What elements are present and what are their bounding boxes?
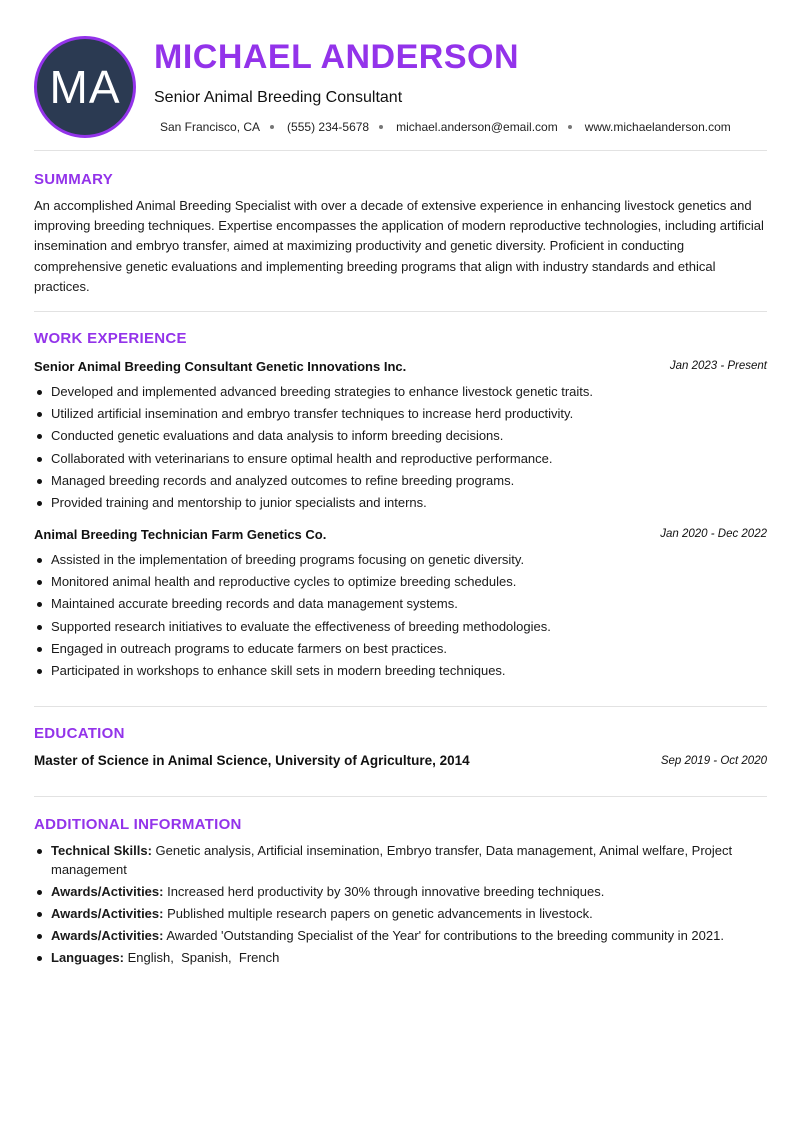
list-item: Collaborated with veterinarians to ensure optimal health and reproductive performance.	[34, 451, 767, 473]
item-text: Genetic analysis, Artificial insemination, Embryo transfer, Data management, Animal welfare, Project management	[51, 843, 733, 877]
job-header	[34, 359, 767, 377]
job-dates: Jan 2020 - Dec 2022	[660, 528, 767, 540]
contact-phone[interactable]: (555) 234-5678	[287, 120, 370, 134]
list-item: Managed breeding records and analyzed outcomes to refine breeding programs.	[34, 473, 767, 495]
list-item: Provided training and mentorship to junior specialists and interns.	[34, 495, 767, 517]
candidate-name: MICHAEL ANDERSON	[154, 38, 520, 76]
list-item: Utilized artificial insemination and embryo transfer techniques to increase herd productivity.	[34, 406, 767, 428]
item-text: Published multiple research papers on genetic advancements in livestock.	[167, 905, 593, 921]
contact-email[interactable]: michael.anderson@email.com	[396, 120, 558, 134]
job-bullets	[34, 552, 767, 685]
candidate-role: Senior Animal Breeding Consultant	[154, 89, 403, 106]
separator-dot	[379, 125, 383, 129]
job-title: Animal Breeding Technician Farm Genetics Co.	[34, 527, 327, 542]
contact-website[interactable]: www.michaelanderson.com	[584, 120, 731, 134]
divider	[34, 706, 767, 707]
item-label: Awards/Activities:	[51, 883, 164, 899]
list-item	[34, 949, 767, 968]
job-bullets	[34, 384, 767, 517]
item-label: Awards/Activities:	[51, 927, 164, 943]
divider	[34, 150, 767, 151]
experience-heading: WORK EXPERIENCE	[34, 330, 187, 347]
list-item	[34, 905, 767, 924]
avatar	[34, 36, 136, 138]
list-item: Assisted in the implementation of breeding programs focusing on genetic diversity.	[34, 552, 767, 574]
list-item: Monitored animal health and reproductive cycles to optimize breeding schedules.	[34, 574, 767, 596]
education-entry	[34, 753, 767, 771]
separator-dot	[568, 125, 572, 129]
degree-title: Master of Science in Animal Science, University of Agriculture, 2014	[34, 753, 470, 768]
avatar-initials: MA	[49, 61, 121, 113]
education-heading: EDUCATION	[34, 725, 125, 742]
summary-text: An accomplished Animal Breeding Specialist with over a decade of extensive experience in enhancing livestock genetics and improving breeding techniques. Expertise encompasses the application of modern reproductive technologies, including artificial insemination and embryo transfer, aimed at maximizing productivity and genetic diversity. Proficient in conducting comprehensive genetic evaluations and implementing breeding programs that align with industry standards and ethical practices.	[34, 198, 764, 294]
list-item	[34, 927, 767, 946]
job-title: Senior Animal Breeding Consultant Genetic Innovations Inc.	[34, 359, 407, 374]
contact-bar	[160, 120, 731, 134]
additional-list	[34, 842, 767, 971]
job-header	[34, 527, 767, 545]
item-text: English, Spanish, French	[127, 949, 280, 965]
separator-dot	[270, 125, 274, 129]
contact-location: San Francisco, CA	[160, 120, 261, 134]
divider	[34, 796, 767, 797]
list-item: Participated in workshops to enhance skill sets in modern breeding techniques.	[34, 663, 767, 685]
item-label: Awards/Activities:	[51, 905, 164, 921]
item-label: Languages:	[51, 949, 124, 965]
item-text: Awarded 'Outstanding Specialist of the Year' for contributions to the breeding community in 2021.	[166, 927, 724, 943]
list-item	[34, 883, 767, 902]
job-dates: Jan 2023 - Present	[669, 360, 767, 372]
item-text: Increased herd productivity by 30% through innovative breeding techniques.	[167, 883, 605, 899]
summary-heading: SUMMARY	[34, 171, 114, 188]
list-item: Engaged in outreach programs to educate farmers on best practices.	[34, 641, 767, 663]
additional-heading: ADDITIONAL INFORMATION	[34, 816, 242, 833]
list-item	[34, 842, 767, 879]
divider	[34, 311, 767, 312]
item-label: Technical Skills:	[51, 843, 152, 858]
list-item: Developed and implemented advanced breeding strategies to enhance livestock genetic traits.	[34, 384, 767, 406]
education-dates: Sep 2019 - Oct 2020	[660, 755, 767, 767]
list-item: Supported research initiatives to evaluate the effectiveness of breeding methodologies.	[34, 619, 767, 641]
list-item: Maintained accurate breeding records and data management systems.	[34, 596, 767, 618]
list-item: Conducted genetic evaluations and data analysis to inform breeding decisions.	[34, 428, 767, 450]
